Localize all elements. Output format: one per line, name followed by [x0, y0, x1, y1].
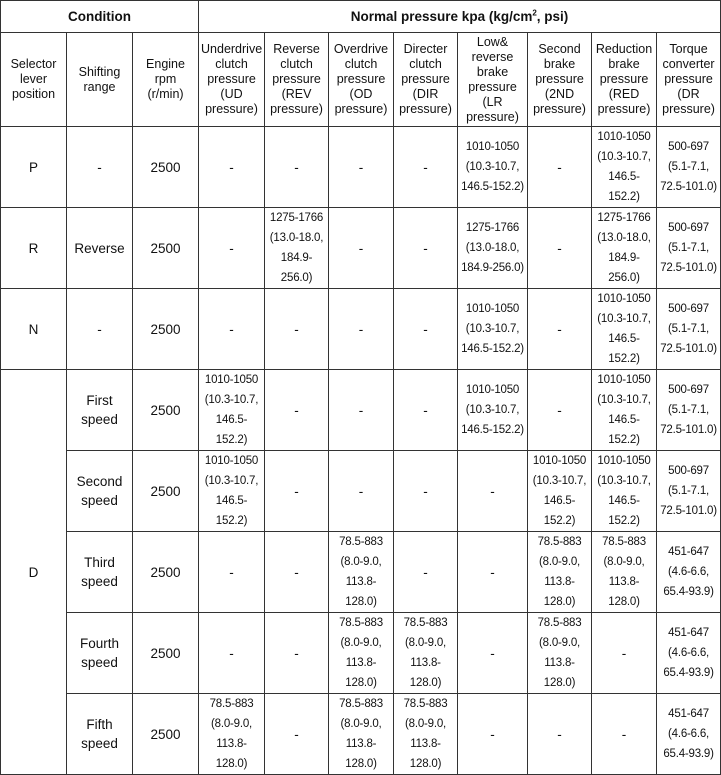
dr-pressure-cell — [657, 451, 721, 532]
cell-line: (5.1-7.1, — [668, 161, 710, 173]
cell-line: 113.8-128.0) — [345, 738, 377, 770]
cell-line: 1010-1050 — [465, 384, 520, 396]
shifting-range-cell — [67, 451, 133, 532]
cell-line: 1275-1766 — [465, 222, 520, 234]
ud-pressure-cell: - — [199, 127, 265, 208]
dir-pressure-cell: - — [394, 451, 458, 532]
cell-line: 146.5-152.2) — [608, 333, 640, 365]
cell-line: (8.0-9.0, — [603, 556, 645, 568]
dir-pressure-cell: - — [394, 127, 458, 208]
ud-pressure-cell — [199, 451, 265, 532]
lever-position-cell: D — [1, 370, 67, 775]
dir-pressure-cell — [394, 694, 458, 775]
cell-line: 1010-1050 — [597, 131, 651, 143]
cell-line: 1275-1766 — [597, 212, 651, 224]
red-pressure-cell: - — [592, 694, 657, 775]
cell-line: 113.8-128.0) — [409, 738, 442, 770]
header-row-top — [1, 1, 721, 33]
cell-line: (10.3-10.7, — [597, 475, 651, 487]
table-body — [1, 127, 721, 775]
rev-pressure-cell: - — [265, 289, 329, 370]
cell-line: (4.6-6.6, — [668, 566, 710, 578]
second-pressure-cell — [528, 613, 592, 694]
cell-line: (10.3-10.7, — [204, 475, 259, 487]
cell-line: 72.5-101.0) — [660, 343, 717, 355]
cell-line: 500-697 — [668, 141, 709, 153]
col-header-od: Overdrive clutch pressure (OD pressure) — [329, 33, 394, 127]
cell-line: 500-697 — [668, 303, 709, 315]
dr-pressure-cell — [657, 208, 721, 289]
cell-line: 65.4-93.9) — [663, 748, 714, 760]
dir-pressure-cell: - — [394, 208, 458, 289]
shifting-range-cell — [67, 370, 133, 451]
cell-line: (10.3-10.7, — [597, 151, 651, 163]
dir-pressure-cell: - — [394, 532, 458, 613]
od-pressure-cell: - — [329, 289, 394, 370]
cell-line: speed — [81, 655, 118, 670]
od-pressure-cell — [329, 532, 394, 613]
cell-line: (10.3-10.7, — [204, 394, 259, 406]
col-header-engine: Engine rpm (r/min) — [133, 33, 199, 127]
cell-line: speed — [81, 412, 118, 427]
cell-line: 113.8-128.0) — [345, 576, 377, 608]
cell-line: 1275-1766 — [269, 212, 324, 224]
ud-pressure-cell: - — [199, 289, 265, 370]
col-header-rev: Reverse clutch pressure (REV pressure) — [265, 33, 329, 127]
cell-line: (4.6-6.6, — [668, 728, 710, 740]
cell-line: 500-697 — [668, 384, 709, 396]
cell-line: speed — [81, 574, 118, 589]
cell-line: (10.3-10.7, — [532, 475, 587, 487]
table-row — [1, 613, 721, 694]
cell-line: 65.4-93.9) — [663, 667, 714, 679]
lever-position-cell: N — [1, 289, 67, 370]
lr-pressure-cell: - — [458, 694, 528, 775]
second-pressure-cell: - — [528, 127, 592, 208]
second-pressure-cell — [528, 532, 592, 613]
cell-line: 184.9-256.0) — [461, 262, 524, 274]
dr-pressure-cell — [657, 370, 721, 451]
cell-line: 1010-1050 — [597, 374, 651, 386]
shifting-range-cell: - — [67, 289, 133, 370]
cell-line: (5.1-7.1, — [668, 485, 710, 497]
cell-line: 146.5-152.2) — [543, 495, 576, 527]
cell-line: (8.0-9.0, — [539, 637, 581, 649]
cell-line: (13.0-18.0, — [465, 242, 520, 254]
cell-line: 184.9-256.0) — [280, 252, 313, 284]
second-pressure-cell: - — [528, 370, 592, 451]
cell-line: (10.3-10.7, — [465, 323, 520, 335]
engine-rpm-cell: 2500 — [133, 370, 199, 451]
cell-line: (13.0-18.0, — [269, 232, 324, 244]
cell-line: 113.8-128.0) — [409, 657, 442, 689]
cell-line: (8.0-9.0, — [340, 556, 382, 568]
cell-line: 78.5-883 — [339, 698, 383, 710]
cell-line: 72.5-101.0) — [660, 262, 717, 274]
ud-pressure-cell — [199, 694, 265, 775]
col-header-shifting: Shifting range — [67, 33, 133, 127]
col-header-red: Reduction brake pressure (RED pressure) — [592, 33, 657, 127]
col-header-dir: Directer clutch pressure (DIR pressure) — [394, 33, 458, 127]
red-pressure-cell — [592, 208, 657, 289]
dir-pressure-cell: - — [394, 370, 458, 451]
header-row-columns — [1, 33, 721, 127]
cell-line: (10.3-10.7, — [597, 313, 651, 325]
cell-line: 146.5-152.2) — [608, 495, 640, 527]
col-header-dr: Torque converter pressure (DR pressure) — [657, 33, 721, 127]
cell-line: 1010-1050 — [597, 455, 651, 467]
cell-line: (5.1-7.1, — [668, 323, 710, 335]
rev-pressure-cell: - — [265, 451, 329, 532]
cell-line: 146.5-152.2) — [461, 181, 524, 193]
lever-position-cell: R — [1, 208, 67, 289]
second-pressure-cell — [528, 451, 592, 532]
cell-line: speed — [81, 736, 118, 751]
od-pressure-cell: - — [329, 127, 394, 208]
engine-rpm-cell: 2500 — [133, 451, 199, 532]
cell-line: (13.0-18.0, — [597, 232, 651, 244]
lr-pressure-cell: - — [458, 613, 528, 694]
cell-line: 146.5-152.2) — [461, 343, 524, 355]
normal-pressure-header: Normal pressure kpa ($kg/cm^2$, psi) — [199, 1, 721, 33]
red-pressure-cell — [592, 370, 657, 451]
cell-line: 78.5-883 — [537, 617, 582, 629]
cell-line: 1010-1050 — [532, 455, 587, 467]
cell-line: Fourth — [79, 636, 120, 651]
od-pressure-cell — [329, 694, 394, 775]
table-row — [1, 532, 721, 613]
cell-line: (8.0-9.0, — [539, 556, 581, 568]
second-pressure-cell: - — [528, 694, 592, 775]
cell-line: speed — [81, 493, 118, 508]
cell-line: 78.5-883 — [403, 698, 448, 710]
ud-pressure-cell: - — [199, 613, 265, 694]
second-pressure-cell: - — [528, 208, 592, 289]
cell-line: 1010-1050 — [204, 374, 259, 386]
second-pressure-cell: - — [528, 289, 592, 370]
cell-line: 65.4-93.9) — [663, 586, 714, 598]
red-pressure-cell — [592, 532, 657, 613]
col-header-lr: Low& reverse brake pressure (LR pressure) — [458, 33, 528, 127]
rev-pressure-cell — [265, 208, 329, 289]
cell-line: Third — [84, 555, 115, 570]
od-pressure-cell — [329, 613, 394, 694]
cell-line: 78.5-883 — [602, 536, 646, 548]
table-row — [1, 370, 721, 451]
engine-rpm-cell: 2500 — [133, 208, 199, 289]
cell-line: (4.6-6.6, — [668, 647, 710, 659]
cell-line: 113.8-128.0) — [543, 657, 576, 689]
lever-position-cell: P — [1, 127, 67, 208]
cell-line: 146.5-152.2) — [608, 414, 640, 446]
od-pressure-cell: - — [329, 451, 394, 532]
ud-pressure-cell: - — [199, 208, 265, 289]
cell-line: 1010-1050 — [465, 141, 520, 153]
cell-line: 72.5-101.0) — [660, 505, 717, 517]
od-pressure-cell: - — [329, 370, 394, 451]
engine-rpm-cell: 2500 — [133, 694, 199, 775]
dir-pressure-cell: - — [394, 289, 458, 370]
rev-pressure-cell: - — [265, 370, 329, 451]
col-header-selector: Selector lever position — [1, 33, 67, 127]
cell-line: 451-647 — [668, 546, 709, 558]
cell-line: 451-647 — [668, 627, 709, 639]
table-row — [1, 208, 721, 289]
shifting-range-cell — [67, 613, 133, 694]
cell-line: 78.5-883 — [403, 617, 448, 629]
cell-line: (8.0-9.0, — [405, 637, 447, 649]
engine-rpm-cell: 2500 — [133, 613, 199, 694]
table-row — [1, 694, 721, 775]
dir-pressure-cell — [394, 613, 458, 694]
lr-pressure-cell — [458, 289, 528, 370]
red-pressure-cell: - — [592, 613, 657, 694]
table-row — [1, 451, 721, 532]
cell-line: 146.5-152.2) — [215, 414, 248, 446]
lr-pressure-cell — [458, 127, 528, 208]
cell-line: (10.3-10.7, — [597, 394, 651, 406]
cell-line: 146.5-152.2) — [461, 424, 524, 436]
table-row — [1, 289, 721, 370]
cell-line: 1010-1050 — [597, 293, 651, 305]
cell-line: Second — [76, 474, 123, 489]
cell-line: 500-697 — [668, 465, 709, 477]
col-header-second: Second brake pressure (2ND pressure) — [528, 33, 592, 127]
cell-line: (10.3-10.7, — [465, 404, 520, 416]
rev-pressure-cell: - — [265, 694, 329, 775]
cell-line: 500-697 — [668, 222, 709, 234]
lr-pressure-cell: - — [458, 532, 528, 613]
rev-pressure-cell: - — [265, 127, 329, 208]
cell-line: 113.8-128.0) — [345, 657, 377, 689]
rev-pressure-cell: - — [265, 613, 329, 694]
red-pressure-cell — [592, 289, 657, 370]
lr-pressure-cell: - — [458, 451, 528, 532]
red-pressure-cell — [592, 127, 657, 208]
engine-rpm-cell: 2500 — [133, 532, 199, 613]
cell-line: 78.5-883 — [339, 536, 383, 548]
cell-line: 184.9-256.0) — [608, 252, 640, 284]
cell-line: (5.1-7.1, — [668, 242, 710, 254]
shifting-range-cell — [67, 532, 133, 613]
cell-line: 1010-1050 — [204, 455, 259, 467]
dr-pressure-cell — [657, 532, 721, 613]
cell-line: (10.3-10.7, — [465, 161, 520, 173]
shifting-range-cell — [67, 694, 133, 775]
engine-rpm-cell: 2500 — [133, 289, 199, 370]
dr-pressure-cell — [657, 694, 721, 775]
cell-line: 451-647 — [668, 708, 709, 720]
cell-line: First — [86, 393, 113, 408]
ud-pressure-cell — [199, 370, 265, 451]
shifting-range-cell: Reverse — [67, 208, 133, 289]
cell-line: Fifth — [86, 717, 113, 732]
shifting-range-cell: - — [67, 127, 133, 208]
cell-line: 113.8-128.0) — [608, 576, 640, 608]
cell-line: 72.5-101.0) — [660, 181, 717, 193]
cell-line: (8.0-9.0, — [405, 718, 447, 730]
cell-line: 146.5-152.2) — [215, 495, 248, 527]
cell-line: 146.5-152.2) — [608, 171, 640, 203]
table-row — [1, 127, 721, 208]
red-pressure-cell — [592, 451, 657, 532]
cell-line: 72.5-101.0) — [660, 424, 717, 436]
condition-header: Condition — [1, 1, 199, 33]
dr-pressure-cell — [657, 289, 721, 370]
cell-line: 78.5-883 — [537, 536, 582, 548]
od-pressure-cell: - — [329, 208, 394, 289]
lr-pressure-cell — [458, 208, 528, 289]
cell-line: 113.8-128.0) — [215, 738, 248, 770]
dr-pressure-cell — [657, 127, 721, 208]
ud-pressure-cell: - — [199, 532, 265, 613]
cell-line: 1010-1050 — [465, 303, 520, 315]
cell-line: (8.0-9.0, — [340, 718, 382, 730]
cell-line: 113.8-128.0) — [543, 576, 576, 608]
cell-line: (5.1-7.1, — [668, 404, 710, 416]
cell-line: (8.0-9.0, — [340, 637, 382, 649]
cell-line: 78.5-883 — [209, 698, 254, 710]
cell-line: 78.5-883 — [339, 617, 383, 629]
col-header-ud: Underdrive clutch pressure (UD pressure) — [199, 33, 265, 127]
cell-line: (8.0-9.0, — [211, 718, 253, 730]
engine-rpm-cell: 2500 — [133, 127, 199, 208]
lr-pressure-cell — [458, 370, 528, 451]
rev-pressure-cell: - — [265, 532, 329, 613]
dr-pressure-cell — [657, 613, 721, 694]
